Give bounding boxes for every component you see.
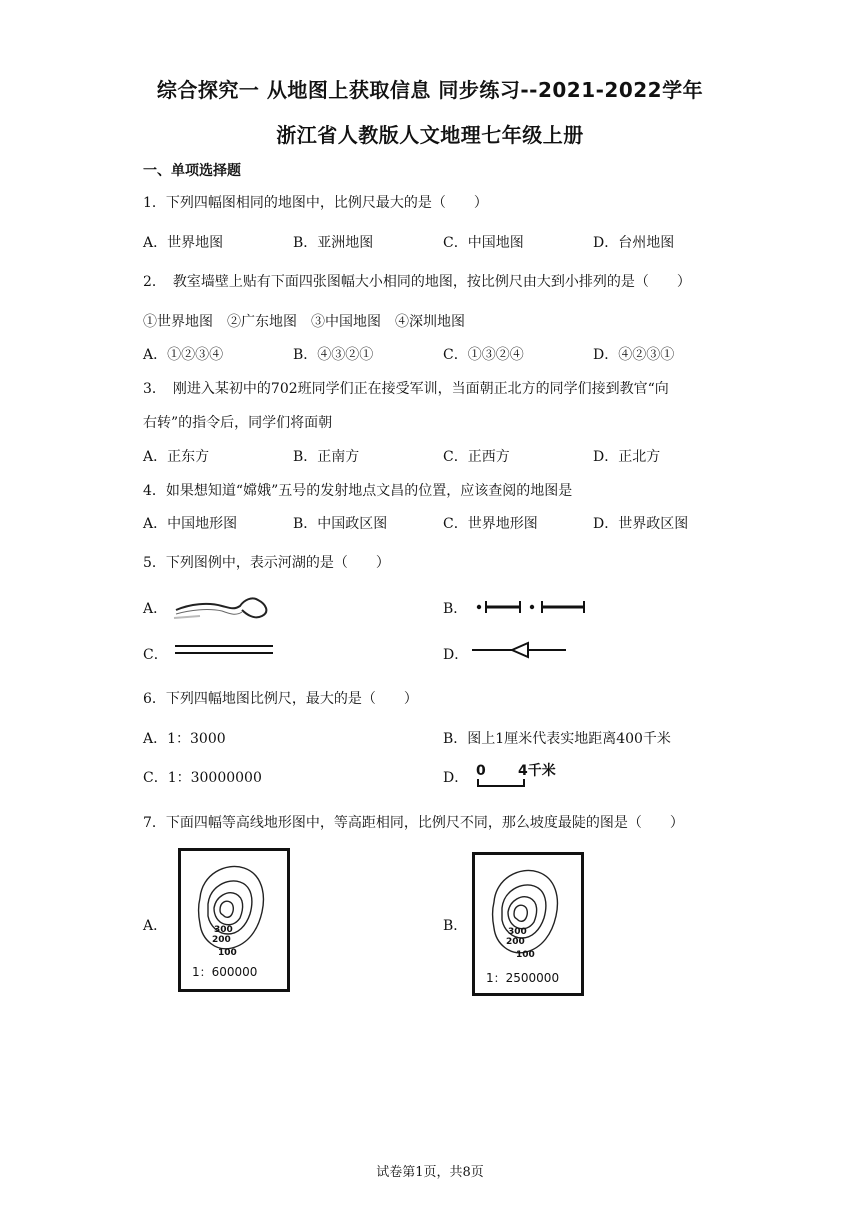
q7-option-a: A． xyxy=(143,918,168,934)
question-7-stem: 7．下面四幅等高线地形图中，等高距相同，比例尺不同，那么坡度最陡的图是（ ） xyxy=(143,815,684,831)
q1-option-c: C．中国地图 xyxy=(443,235,524,251)
contour-b-label-200: 200 xyxy=(506,937,525,947)
page-footer: 试卷第1页，共8页 xyxy=(376,1165,484,1180)
q6-option-d: D． xyxy=(443,770,469,786)
contour-map-a xyxy=(178,848,290,992)
q4-option-b: B．中国政区图 xyxy=(293,516,388,532)
q5-option-a: A． xyxy=(143,601,168,617)
double-line-legend-icon xyxy=(173,642,275,658)
question-4-stem: 4．如果想知道“嫦娥”五号的发射地点文昌的位置，应该查阅的地图是 xyxy=(143,483,573,499)
q2-option-d: D．④②③① xyxy=(593,347,675,363)
question-3-stem: 3． 刚进入某初中的702班同学们正在接受军训，当面朝正北方的同学们接到教官“向 xyxy=(143,381,669,397)
contour-b-scale: 1：2500000 xyxy=(486,971,560,985)
contour-a-label-300: 300 xyxy=(214,925,233,935)
scale-bar-end: 4千米 xyxy=(518,763,556,779)
q2-option-c: C．①③②④ xyxy=(443,347,524,363)
river-lake-legend-icon xyxy=(170,592,275,624)
scale-bar-start: 0 xyxy=(476,763,486,779)
q4-option-c: C．世界地形图 xyxy=(443,516,538,532)
q3-option-d: D．正北方 xyxy=(593,449,661,465)
contour-a-label-100: 100 xyxy=(218,948,237,958)
q4-option-a: A．中国地形图 xyxy=(143,516,238,532)
question-2-stem: 2． 教室墙壁上贴有下面四张图幅大小相同的地图，按比例尺由大到小排列的是（ ） xyxy=(143,274,691,290)
contour-map-b xyxy=(472,852,584,996)
q3-option-c: C．正西方 xyxy=(443,449,510,465)
q1-option-a: A．世界地图 xyxy=(143,235,224,251)
q2-option-b: B．④③②① xyxy=(293,347,374,363)
contour-a-label-200: 200 xyxy=(212,935,231,945)
question-1-stem: 1．下列四幅图相同的地图中，比例尺最大的是（ ） xyxy=(143,195,488,211)
q3-option-b: B．正南方 xyxy=(293,449,360,465)
linear-scale-bar-icon xyxy=(472,760,562,790)
q3-option-a: A．正东方 xyxy=(143,449,210,465)
q1-option-b: B．亚洲地图 xyxy=(293,235,374,251)
q7-option-b: B． xyxy=(443,918,468,934)
arrow-legend-icon xyxy=(470,640,568,660)
question-5-stem: 5．下列图例中，表示河湖的是（ ） xyxy=(143,555,390,571)
contour-b-label-300: 300 xyxy=(508,927,527,937)
q5-option-b: B． xyxy=(443,601,468,617)
contour-a-scale: 1：600000 xyxy=(192,965,258,979)
q5-option-d: D． xyxy=(443,647,469,663)
exam-title-line1: 综合探究一 从地图上获取信息 同步练习--2021-2022学年 xyxy=(156,78,704,102)
q5-option-c: C． xyxy=(143,647,168,663)
contour-b-label-100: 100 xyxy=(516,950,535,960)
q1-option-d: D．台州地图 xyxy=(593,235,675,251)
question-2-stem-2: ①世界地图 ②广东地图 ③中国地图 ④深圳地图 xyxy=(143,314,465,330)
q4-option-d: D．世界政区图 xyxy=(593,516,689,532)
boundary-line-legend-icon xyxy=(470,596,590,618)
q6-option-c: C．1：30000000 xyxy=(143,770,262,786)
section-heading: 一、单项选择题 xyxy=(143,163,241,179)
q6-option-a: A．1：3000 xyxy=(143,731,226,747)
q6-option-b: B．图上1厘米代表实地距离400千米 xyxy=(443,731,671,747)
question-6-stem: 6．下列四幅地图比例尺，最大的是（ ） xyxy=(143,691,418,707)
question-3-stem-2: 右转”的指令后，同学们将面朝 xyxy=(143,415,333,431)
exam-title-line2: 浙江省人教版人文地理七年级上册 xyxy=(276,123,584,147)
q2-option-a: A．①②③④ xyxy=(143,347,224,363)
